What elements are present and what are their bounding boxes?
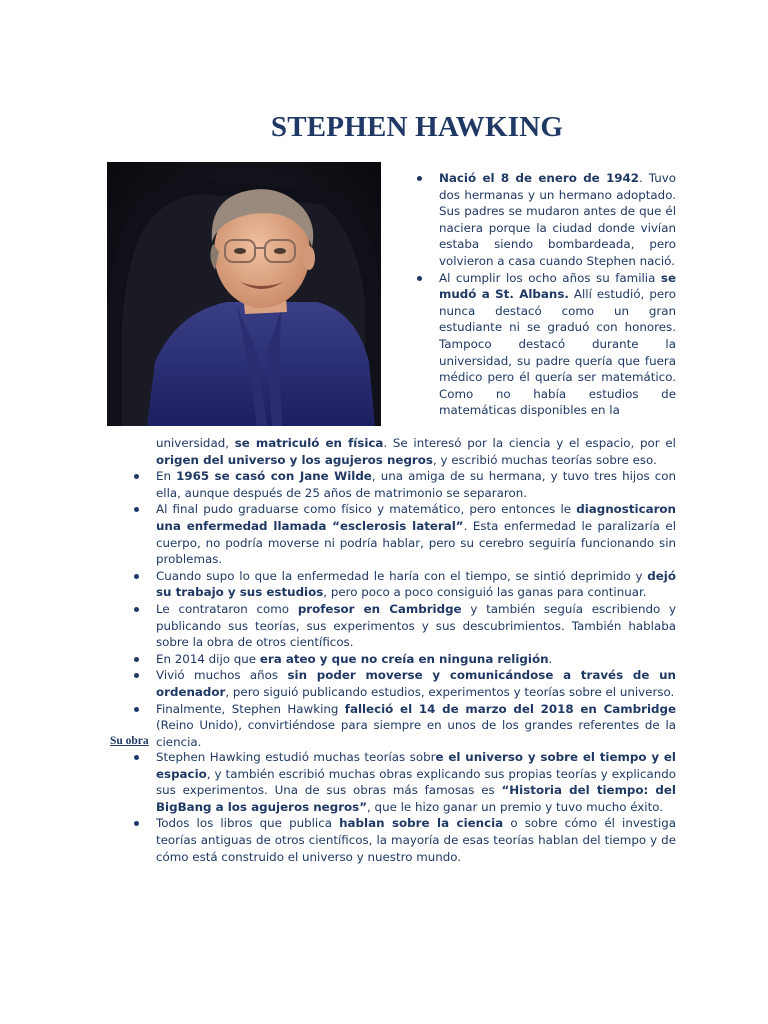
bold-text-run: falleció el 14 de marzo del 2018 en Cambridge [344,701,677,716]
bold-text-run: se mudó a St. Albans. [439,270,676,302]
text-run: . Esta enfermedad le paralizaría el cuerpo, no podría moverse ni podría hablar, pero su cerebro seguiría funcionando sin problemas. [156,518,676,567]
text-run: . Tuvo dos hermanas y un hermano adoptado. Sus padres se mudaron antes de que él naciera porque la ciudad donde vivían estaba siendo bombardeada, pero volvieron a casa cuando Stephen nació. [439,171,677,268]
life-bullet-item [156,651,676,668]
text-run: Stephen Hawking estudió muchas teorías sobr [156,750,436,764]
obra-section [156,749,676,865]
bullet-dot-icon [134,657,139,662]
text-run: . Se interesó por la ciencia y el espacio, por el [383,436,676,450]
page-title: STEPHEN HAWKING [270,111,564,143]
bullet-dot-icon [134,474,139,479]
text-run: Le contrataron como [156,601,298,616]
bullet-dot-icon [417,276,422,281]
bullet-dot-icon [134,607,139,612]
bold-text-run: diagnosticaron una enfermedad llamada “esclerosis lateral” [156,502,676,533]
intro-section [439,170,676,419]
obra-bullet-item [156,815,676,865]
text-run: o sobre cómo él investiga teorías antiguas de otros científicos, la mayoría de esas teorías hablan del tiempo y de cómo está construido el universo y nuestro mundo. [156,816,677,864]
text-run: Vivió muchos años [156,668,288,683]
text-run: , que le hizo ganar un premio y tuvo mucho éxito. [367,799,664,814]
life-bullet-list [156,468,676,750]
bold-text-run: hablan sobre la ciencia [339,816,504,831]
bullet-dot-icon [134,507,139,512]
text-run: , y también escribió muchas obras explicando sus propias teorías y explicando sus experimentos. Una de sus obras más famosas es [156,766,676,798]
text-run: Allí estudió, pero nunca destacó como un gran estudiante ni se graduó con honores. Tampoco destacó durante la universidad, su padre quería que fuera médico pero él quería ser matemático. Como no había estudios de matemáticas disponibles en la [439,287,677,418]
bold-text-run: origen del universo y los agujeros negros [156,452,433,467]
text-run: Al cumplir los ocho años su familia [439,270,661,285]
text-run: Todos los libros que publica [156,816,340,831]
bold-text-run: e el universo y sobre el tiempo y el espacio [156,750,676,781]
life-bullet-item [156,568,676,601]
text-run: Finalmente, Stephen Hawking [156,701,345,716]
bullet-dot-icon [134,707,139,712]
text-run: En 2014 dijo que [156,651,260,666]
intro-bullet-list [439,170,676,419]
obra-bullet-list [156,749,676,865]
text-run: universidad, [156,436,235,450]
life-section [156,435,676,750]
text-run: Cuando supo lo que la enfermedad le haría con el tiempo, se sintió deprimido y [156,568,648,583]
portrait-photo [107,162,381,426]
section-heading-obra: Su obra [110,735,149,747]
text-run: (Reino Unido), convirtiéndose para siempre en unos de los grandes referentes de la ciencia. [156,718,676,749]
text-run: Al final pudo graduarse como físico y matemático, pero entonces le [156,502,577,517]
bullet-dot-icon [417,176,422,181]
life-bullet-item [156,468,676,501]
intro-continuation [156,435,676,468]
text-run: , pero poco a poco consiguió las ganas para continuar. [323,585,647,600]
bold-text-run: dejó su trabajo y sus estudios [156,568,676,600]
bullet-dot-icon [134,755,139,760]
text-run: , pero siguió publicando estudios, experimentos y teorías sobre el universo. [225,684,675,699]
bullet-dot-icon [134,821,139,826]
bold-text-run: 1965 se casó con Jane Wilde [176,469,372,484]
bullet-dot-icon [134,673,139,678]
intro-bullet-item [439,270,676,419]
life-bullet-item [156,701,676,751]
intro-bullet-item [439,170,676,270]
obra-bullet-item [156,749,676,815]
life-bullet-item [156,667,676,700]
life-bullet-item [156,501,676,567]
text-run: , y escribió muchas teorías sobre eso. [432,452,657,467]
bold-text-run: “Historia del tiempo: del BigBang a los agujeros negros” [156,783,676,814]
bold-text-run: Nació el 8 de enero de 1942 [439,171,640,185]
portrait-illustration [107,162,381,426]
bold-text-run: profesor en Cambridge [297,601,462,616]
text-run: En [156,469,177,484]
bullet-dot-icon [134,574,139,579]
bold-text-run: se matriculó en física [234,436,384,450]
bold-text-run: era ateo y que no creía en ninguna religión [259,651,549,666]
text-run: . [548,651,553,666]
text-run: , una amiga de su hermana, y tuvo tres hijos con ella, aunque después de 25 años de matrimonio se separaron. [156,469,676,500]
bold-text-run: sin poder moverse y comunicándose a través de un ordenador [156,668,676,699]
text-run: y también seguía escribiendo y publicando sus teorías, sus experimentos y sus descubrimientos. También hablaba sobre la obra de otros científicos. [156,601,676,650]
life-bullet-item [156,601,676,651]
